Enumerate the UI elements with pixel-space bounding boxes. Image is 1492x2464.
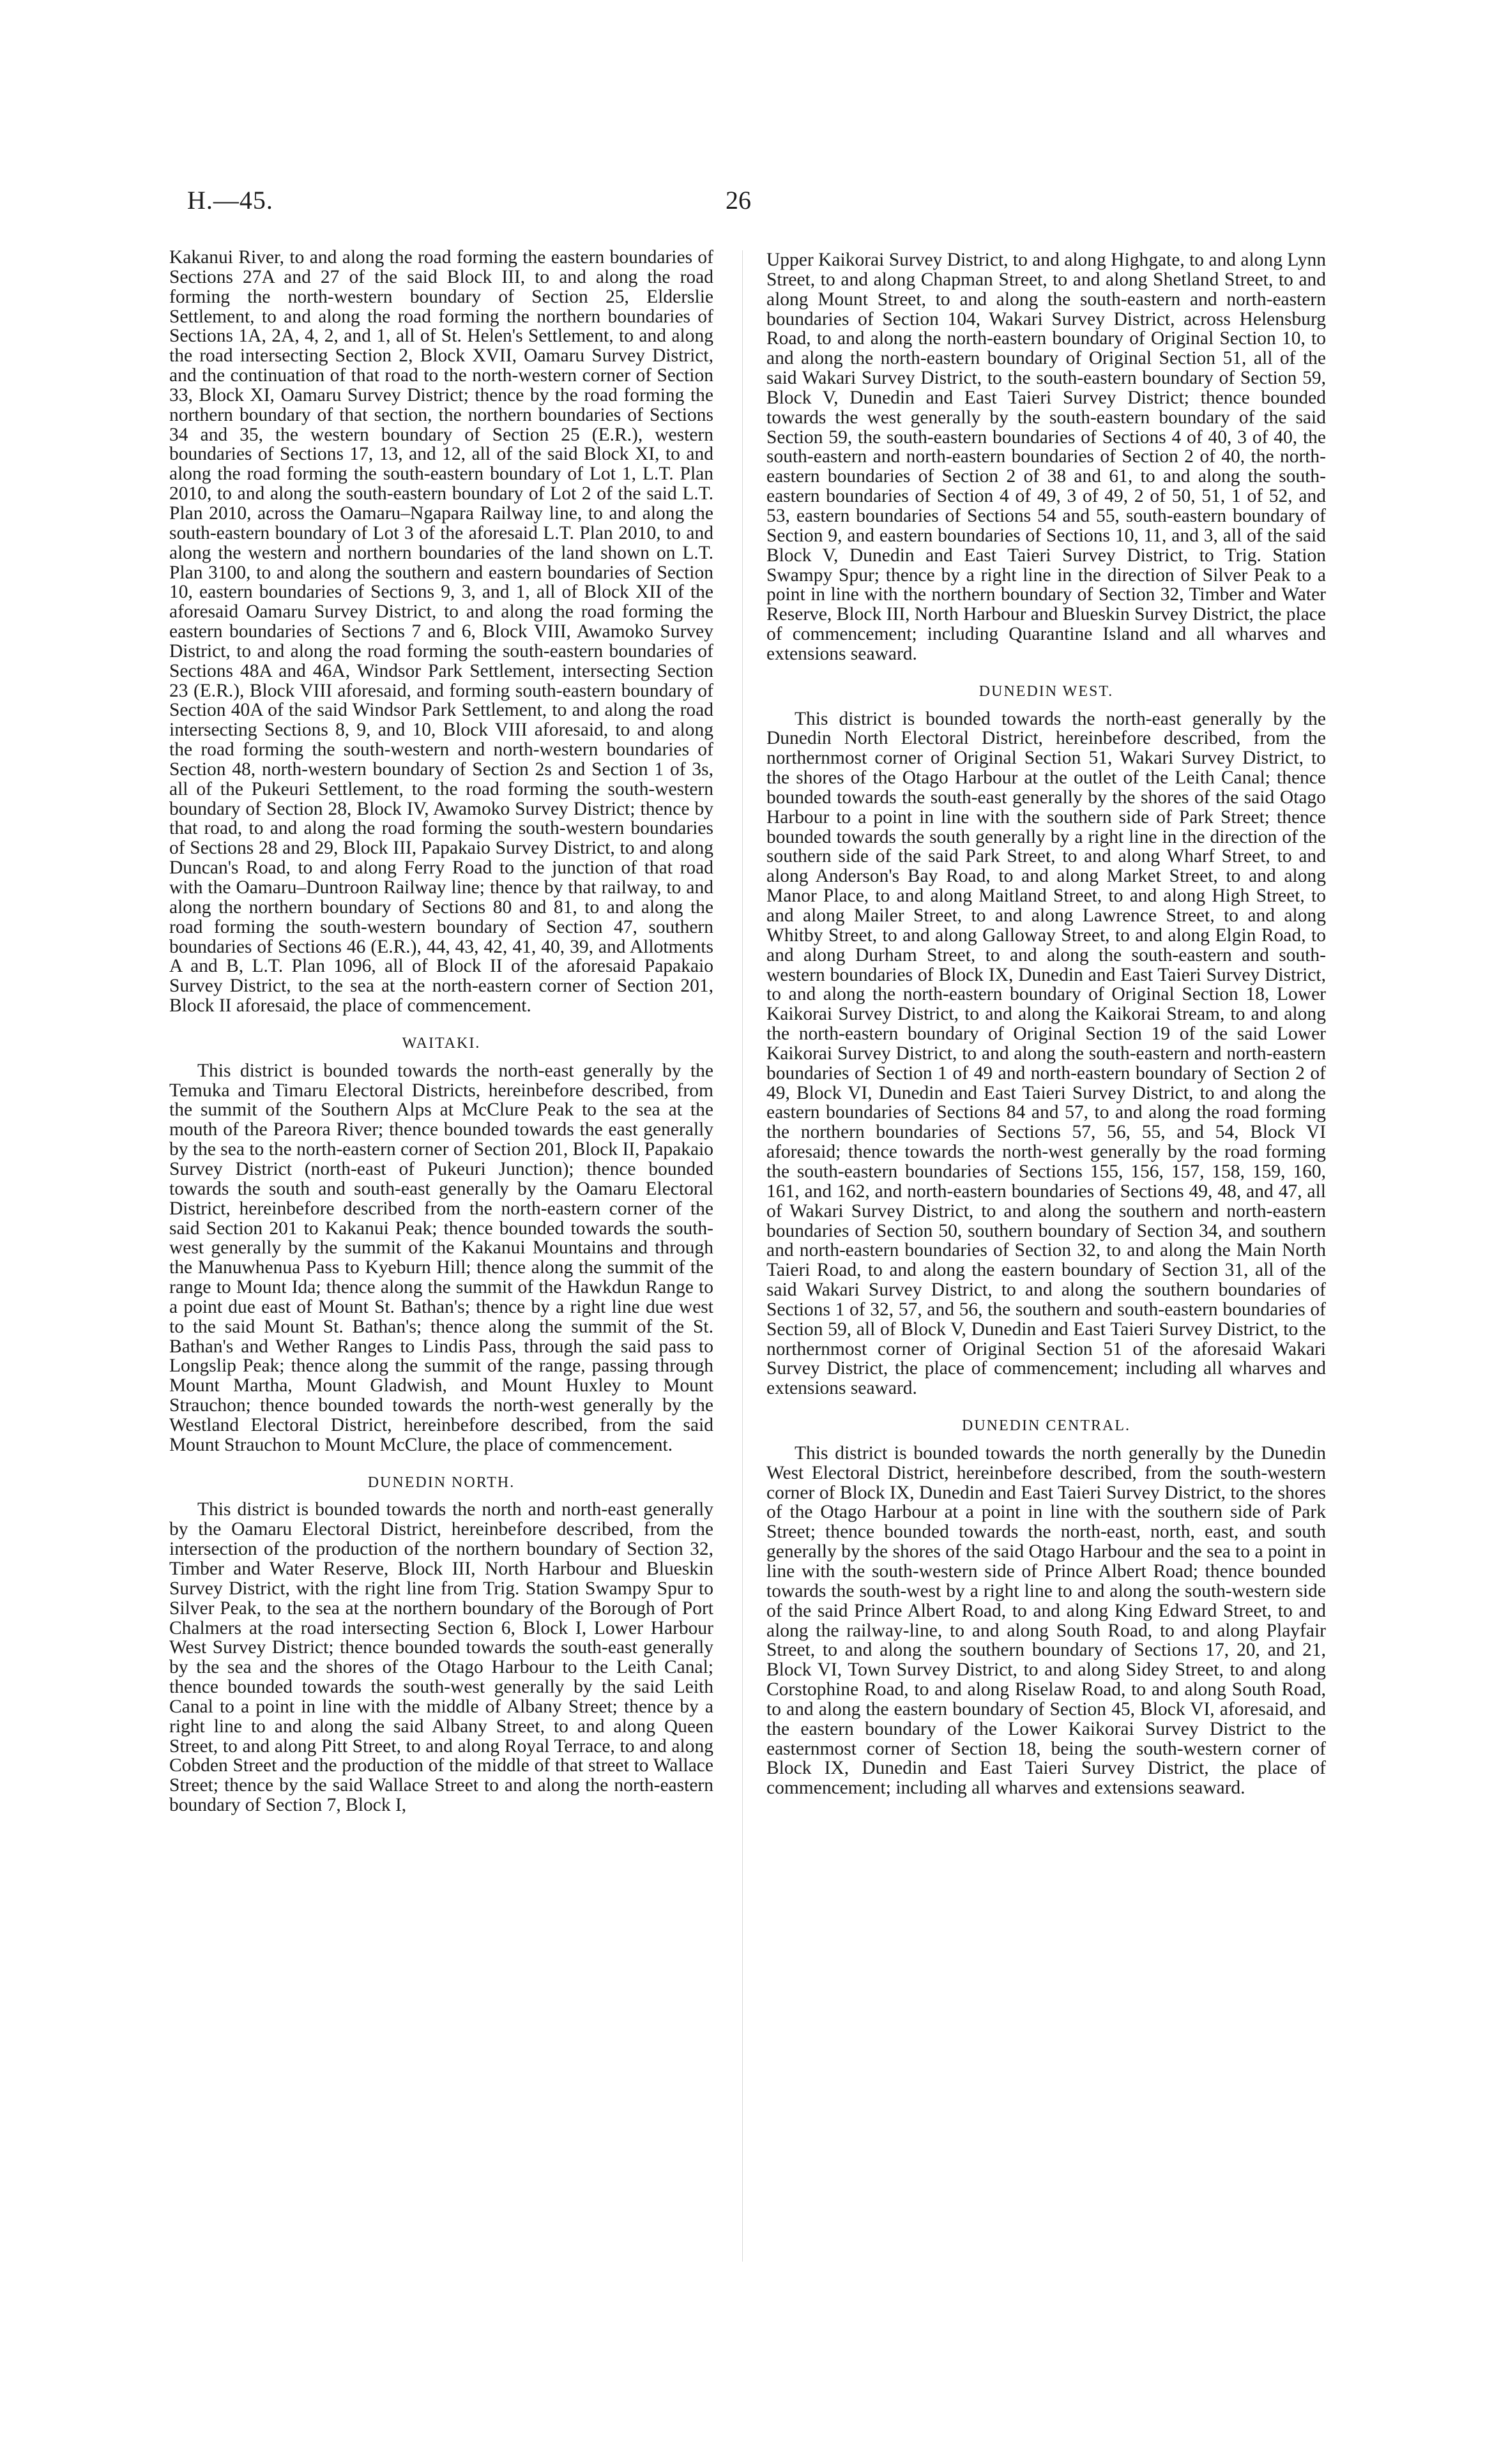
left-column: [169, 248, 713, 1815]
dunedin-central-heading: DUNEDIN CENTRAL.: [962, 1417, 1130, 1435]
page-number: 26: [726, 186, 751, 215]
right-column: [766, 250, 1326, 1798]
waitaki-text: This district is bounded towards the north-east generally by the Temuka and Timaru Electoral Districts, hereinbefore described, from the summit of the Southern Alps at McClure Peak to the sea at the mouth of the Pareora River; thence bounded towards the east generally by the sea to the north-eastern corner of Section 201, Block II, Papakaio Survey District (north-east of Pukeuri Junction); thence bounded towards the south and south-east generally by the Oamaru Electoral District, hereinbefore described from the north-eastern corner of the said Section 201 to Kakanui Peak; thence bounded towards the south-west generally by the summit of the Kakanui Mountains and through the Manuwhenua Pass to Kyeburn Hill; thence along the summit of the range to Mount Ida; thence along the summit of the Hawkdun Range to a point due east of Mount St. Bathan's; thence by a right line due west to the said Mount St. Bathan's; thence along the summit of the St. Bathan's and Wether Ranges to Lindis Pass, through the said pass to Longslip Peak; thence along the summit of the range, passing through Mount Martha, Mount Gladwish, and Mount Huxley to Mount Strauchon; thence bounded towards the north-west generally by the Westland Electoral District, hereinbefore described, from the said Mount Strauchon to Mount McClure, the place of commencement.: [169, 1060, 713, 1455]
oamaru-continued-text: Kakanui River, to and along the road forming the eastern boundaries of Sections 27A and 27 of the said Block III, to and along the road forming the north-western boundary of Section 25, Elderslie Settlement, to and along the road forming the northern boundaries of Sections 1A, 2A, 4, 2, and 1, all of St. Helen's Settlement, to and along the road intersecting Section 2, Block XVII, Oamaru Survey District, and the continuation of that road to the north-western corner of Section 33, Block XI, Oamaru Survey District; thence by the road forming the northern boundary of that section, the northern boundaries of Sections 34 and 35, the western boundary of Section 25 (E.R.), western boundaries of Sections 17, 13, and 12, all of the said Block XI, to and along the road forming the south-eastern boundary of Lot 1, L.T. Plan 2010, to and along the south-eastern boundary of Lot 2 of the said L.T. Plan 2010, across the Oamaru–Ngapara Railway line, to and along the south-eastern boundary of Lot 3 of the aforesaid L.T. Plan 2010, to and along the western and northern boundaries of the land shown on L.T. Plan 3100, to and along the southern and eastern boundaries of Section 10, eastern boundaries of Sections 9, 3, and 1, all of Block XII of the aforesaid Oamaru Survey District, to and along the road forming the eastern boundaries of Sections 7 and 6, Block VIII, Awamoko Survey District, to and along the road forming the south-eastern boundaries of Sections 48A and 46A, Windsor Park Settlement, intersecting Section 23 (E.R.), Block VIII aforesaid, and forming south-eastern boundary of Section 40A of the said Windsor Park Settlement, to and along the road intersecting Sections 8, 9, and 10, Block VIII aforesaid, to and along the road forming the south-western and north-western boundaries of Section 48, north-western boundary of Section 2s and Section 1 of 3s, all of the Pukeuri Settlement, to the road forming the south-western boundary of Section 28, Block IV, Awamoko Survey District; thence by that road, to and along the road forming the south-western boundaries of Sections 28 and 29, Block III, Papakaio Survey District, to and along Duncan's Road, to and along Ferry Road to the junction of that road with the Oamaru–Duntroon Railway line; thence by that railway, to and along the northern boundary of Sections 80 and 81, to and along the road forming the south-western boundary of Section 47, southern boundaries of Sections 46 (E.R.), 44, 43, 42, 41, 40, 39, and Allotments A and B, L.T. Plan 1096, all of Block II of the aforesaid Papakaio Survey District, to the sea at the north-eastern corner of Section 201, Block II aforesaid, the place of commencement.: [169, 247, 713, 1017]
dunedin-north-heading: DUNEDIN NORTH.: [367, 1474, 515, 1491]
dunedin-north-text: This district is bounded towards the north and north-east generally by the Oamaru Electoral District, hereinbefore described, from the intersection of the production of the northern boundary of Section 32, Timber and Water Reserve, Block III, North Harbour and Blueskin Survey District, with the right line from Trig. Station Swampy Spur to Silver Peak, to the sea at the northern boundary of the Borough of Port Chalmers at the road intersecting Section 6, Block I, Lower Harbour West Survey District; thence bounded towards the south-east generally by the sea and the shores of the Otago Harbour to the Leith Canal; thence bounded towards the south-west generally by the said Leith Canal to a point in line with the middle of Albany Street; thence by a right line to and along the said Albany Street, to and along Queen Street, to and along Pitt Street, to and along Royal Terrace, to and along Cobden Street and the production of the middle of that street to Wallace Street; thence by the said Wallace Street to and along the north-eastern boundary of Section 7, Block I,: [169, 1499, 713, 1816]
dunedin-west-text: This district is bounded towards the north-east generally by the Dunedin North Electoral District, hereinbefore described, from the northernmost corner of Original Section 51, Wakari Survey District, to the shores of the Otago Harbour at the outlet of the Leith Canal; thence bounded towards the south-east generally by the shores of the said Otago Harbour to a point in line with the southern side of Park Street; thence bounded towards the south generally by a right line in the direction of the southern side of the said Park Street, to and along Wharf Street, to and along Anderson's Bay Road, to and along Market Street, to and along Manor Place, to and along Maitland Street, to and along High Street, to and along Mailer Street, to and along Lawrence Street, to and along Whitby Street, to and along Galloway Street, to and along Elgin Road, to and along Durham Street, to and along the south-eastern and south-western boundaries of Block IX, Dunedin and East Taieri Survey District, to and along the north-eastern boundary of Original Section 18, Lower Kaikorai Survey District, to and along the Kaikorai Stream, to and along the north-eastern boundary of Original Section 19 of the said Lower Kaikorai Survey District, to and along the south-eastern and north-eastern boundaries of Section 1 of 49 and north-eastern boundary of Section 2 of 49, Block VI, Dunedin and East Taieri Survey District, to and along the eastern boundaries of Sections 84 and 57, to and along the road forming the northern boundaries of Sections 57, 56, 55, and 54, Block VI aforesaid; thence towards the north-west generally by the road forming the south-eastern boundaries of Sections 155, 156, 157, 158, 159, 160, 161, and 162, and north-eastern boundaries of Sections 49, 48, and 47, all of Wakari Survey District, to and along the southern and north-eastern boundaries of Section 50, southern boundary of Section 34, and southern and north-eastern boundaries of Section 32, to and along the Main North Taieri Road, to and along the eastern boundary of Section 31, all of the said Wakari Survey District, to and along the southern boundaries of Sections 1 of 32, 57, and 56, the southern and south-eastern boundaries of Section 59, all of Block V, Dunedin and East Taieri Survey District, to the northernmost corner of Original Section 51 of the aforesaid Wakari Survey District, the place of commencement; including all wharves and extensions seaward.: [766, 708, 1326, 1399]
report-reference: H.—45.: [187, 186, 273, 215]
dunedin-north-continued-text: Upper Kaikorai Survey District, to and along Highgate, to and along Lynn Street, to and along Chapman Street, to and along Shetland Street, to and along Mount Street, to and along the south-eastern and north-eastern boundaries of Section 104, Wakari Survey District, across Helensburg Road, to and along the north-eastern boundary of Original Section 10, to and along the north-eastern boundary of Original Section 51, all of the said Wakari Survey District, to the south-eastern boundary of Section 59, Block V, Dunedin and East Taieri Survey District; thence bounded towards the west generally by the south-eastern boundary of the said Section 59, the south-eastern boundaries of Sections 4 of 40, 3 of 40, the south-eastern and north-eastern boundaries of Section 2 of 40, the north-eastern boundaries of Section 2 of 38 and 61, to and along the south-eastern boundaries of Section 4 of 49, 3 of 49, 2 of 50, 51, 1 of 52, and 53, eastern boundaries of Sections 54 and 55, south-eastern boundary of Section 9, and eastern boundaries of Sections 10, 11, and 3, all of the said Block V, Dunedin and East Taieri Survey District, to Trig. Station Swampy Spur; thence by a right line in the direction of Silver Peak to a point in line with the northern boundary of Section 32, Timber and Water Reserve, Block III, North Harbour and Blueskin Survey District, the place of commencement; including Quarantine Island and all wharves and extensions seaward.: [766, 250, 1326, 664]
dunedin-central-text: This district is bounded towards the north generally by the Dunedin West Electoral District, hereinbefore described, from the south-western corner of Block IX, Dunedin and East Taieri Survey District, to the shores of the Otago Harbour at a point in line with the southern side of Park Street; thence bounded towards the north-east, north, east, and south generally by the shores of the said Otago Harbour and the sea to a point in line with the south-western side of Prince Albert Road; thence bounded towards the south-west by a right line to and along the south-western side of the said Prince Albert Road, to and along King Edward Street, to and along the railway-line, to and along South Road, to and along Playfair Street, to and along the southern boundary of Sections 17, 20, and 21, Block VI, Town Survey District, to and along Sidey Street, to and along Corstophine Road, to and along Riselaw Road, to and along South Road, to and along the eastern boundary of Section 45, Block VI, aforesaid, and the eastern boundary of the Lower Kaikorai Survey District to the easternmost corner of Section 18, being the south-western corner of Block IX, Dunedin and East Taieri Survey District, the place of commencement; including all wharves and extensions seaward.: [766, 1442, 1326, 1799]
column-divider: [742, 250, 743, 2262]
waitaki-heading: WAITAKI.: [402, 1034, 481, 1052]
dunedin-west-heading: DUNEDIN WEST.: [978, 683, 1114, 700]
